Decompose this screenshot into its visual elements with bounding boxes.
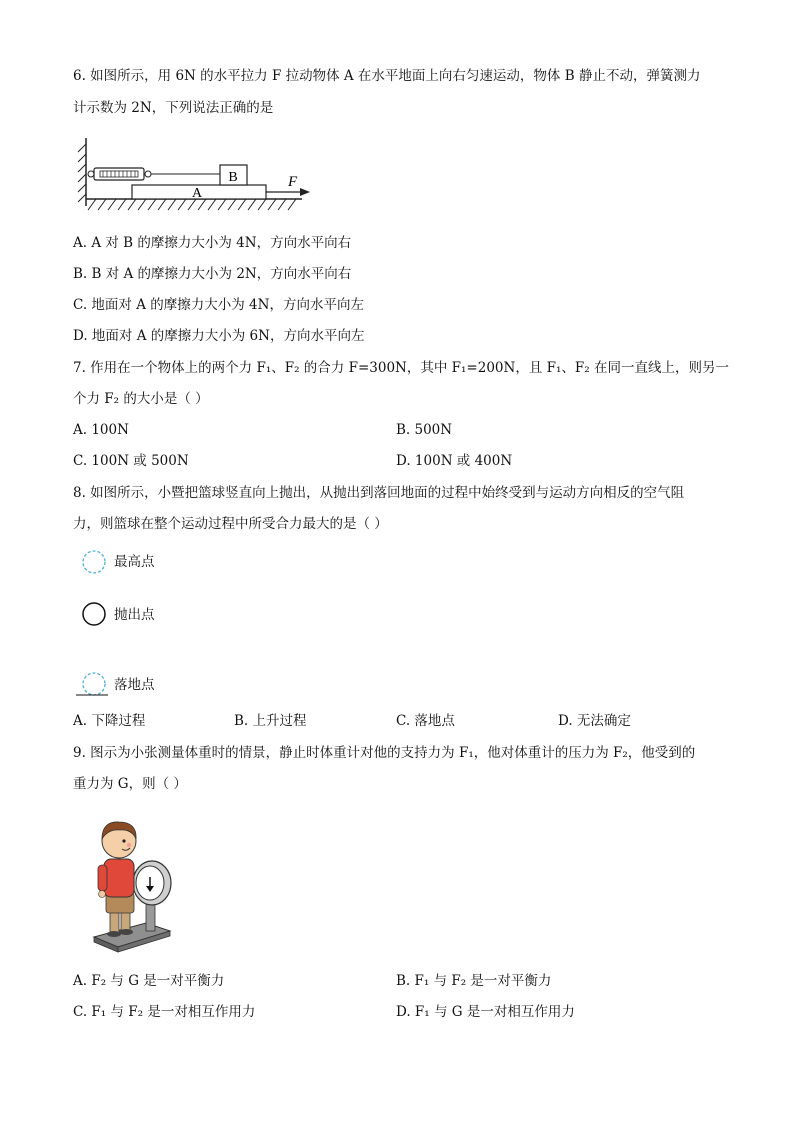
q8-stem-line1: 8. 如图所示，小暨把篮球竖直向上抛出，从抛出到落回地面的过程中始终受到与运动方向相反的空气阻 <box>73 485 685 501</box>
throw-point-ball-icon <box>83 603 105 625</box>
q6-stem-line1: 6. 如图所示，用 6N 的水平拉力 F 拉动物体 A 在水平地面上向右匀速运动，物体 B 静止不动，弹簧测力 <box>73 68 701 84</box>
scale-hook <box>145 171 151 177</box>
q9-stem-line1: 9. 图示为小张测量体重时的情景，静止时体重计对他的支持力为 F₁，他对体重计的压力为 F₂，他受到的 <box>73 745 696 761</box>
q8-figure <box>76 545 116 697</box>
q7-option-a: A. 100N <box>73 422 129 438</box>
boy-shoe-left <box>107 931 121 937</box>
boy-eye <box>122 839 125 842</box>
q6-option-d: D. 地面对 A 的摩擦力大小为 6N，方向水平向左 <box>73 328 365 344</box>
q8-stem-line2: 力，则篮球在整个运动过程中所受合力最大的是（ ） <box>73 516 388 532</box>
landing-point-ball-icon <box>83 673 105 695</box>
q7-option-b: B. 500N <box>396 422 453 438</box>
q7-stem-line2: 个力 F₂ 的大小是（ ） <box>73 391 209 407</box>
q8-throw-label: 抛出点 <box>114 607 155 623</box>
q9-figure <box>90 815 180 955</box>
q9-option-b: B. F₁ 与 F₂ 是一对平衡力 <box>396 973 552 989</box>
q6-figure <box>66 132 316 218</box>
q6-stem-line2: 计示数为 2N，下列说法正确的是 <box>73 100 274 116</box>
boy-shirt <box>104 859 134 897</box>
q8-option-a: A. 下降过程 <box>73 713 146 729</box>
q8-option-c: C. 落地点 <box>396 713 455 729</box>
q9-option-a: A. F₂ 与 G 是一对平衡力 <box>73 973 225 989</box>
highest-point-ball-icon <box>83 551 105 573</box>
q7-option-c: C. 100N 或 500N <box>73 453 189 469</box>
q9-option-c: C. F₁ 与 F₂ 是一对相互作用力 <box>73 1004 256 1020</box>
boy-leg-right <box>121 911 130 931</box>
q6-option-c: C. 地面对 A 的摩擦力大小为 4N，方向水平向左 <box>73 297 364 313</box>
q8-option-d: D. 无法确定 <box>558 713 631 729</box>
q8-land-label: 落地点 <box>114 677 155 693</box>
q8-option-b: B. 上升过程 <box>234 713 307 729</box>
boy-arm <box>98 865 107 891</box>
block-a-label: A <box>191 186 203 201</box>
boy-hand <box>99 891 106 898</box>
boy-cheek <box>127 843 131 847</box>
boy-shoe-right <box>119 929 133 935</box>
q9-option-d: D. F₁ 与 G 是一对相互作用力 <box>396 1004 575 1020</box>
force-label: F <box>288 174 298 190</box>
q6-option-b: B. B 对 A 的摩擦力大小为 2N，方向水平向右 <box>73 266 352 282</box>
boy-leg-left <box>110 911 119 933</box>
q9-stem-line2: 重力为 G，则（ ） <box>73 776 187 792</box>
wall-hatch <box>78 144 86 202</box>
q7-stem-line1: 7. 作用在一个物体上的两个力 F₁、F₂ 的合力 F=300N，其中 F₁=200N，且 F₁、F₂ 在同一直线上，则另一 <box>73 360 729 376</box>
block-b-label: B <box>228 170 238 185</box>
scale-ring <box>88 171 94 177</box>
arrowhead-icon <box>300 188 310 196</box>
q6-option-a: A. A 对 B 的摩擦力大小为 4N，方向水平向右 <box>73 235 352 251</box>
q7-option-d: D. 100N 或 400N <box>396 453 513 469</box>
q8-top-label: 最高点 <box>114 554 155 570</box>
